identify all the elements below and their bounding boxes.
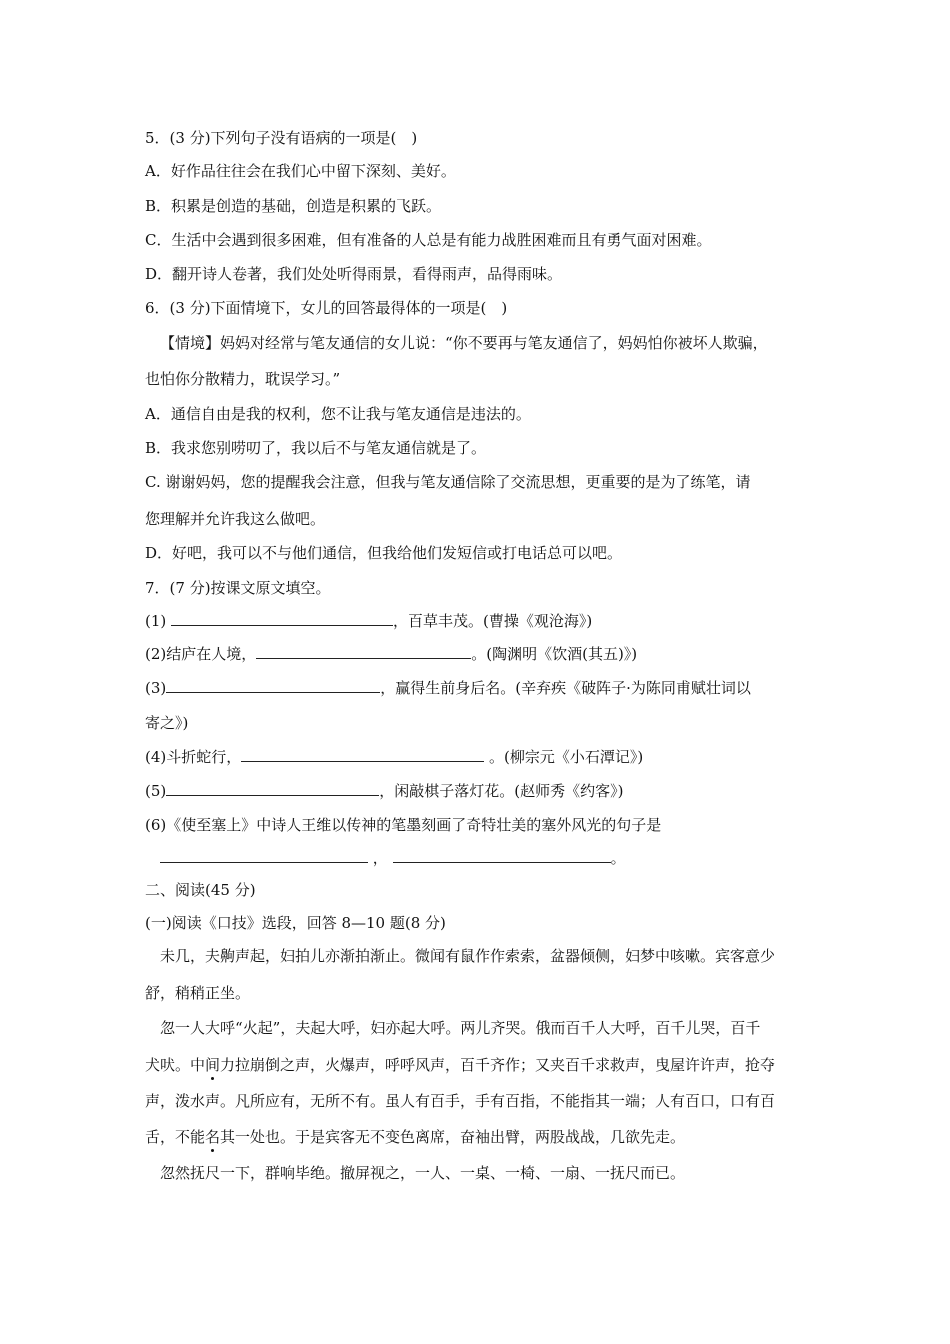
q7-item-1 <box>145 611 592 631</box>
q7-item-5-blank[interactable] <box>166 781 379 796</box>
q5-stem: 5．(3 分)下列句子没有语病的一项是( ) <box>145 129 418 147</box>
q7-item-3-label: (3) <box>145 679 167 697</box>
q7-item-6-end: 。 <box>610 849 626 867</box>
q6-context-line1: 【情境】妈妈对经常与笔友通信的女儿说：“你不要再与笔友通信了，妈妈怕你被坏人欺骗， <box>160 334 768 352</box>
passage-para2-line1: 忽一人大呼“火起”，夫起大呼，妇亦起大呼。两儿齐哭。俄而百千人大呼，百千儿哭，百千 <box>160 1019 761 1037</box>
q7-item-2-blank[interactable] <box>256 644 471 659</box>
q5-option-a: A．好作品往往会在我们心中留下深刻、美好。 <box>145 162 456 180</box>
passage-text: 舌，不能 <box>145 1128 206 1146</box>
q6-context-line2: 也怕你分散精力，耽误学习。” <box>145 370 341 388</box>
emphasis-dot-char: 间 <box>205 1056 221 1074</box>
q5-option-c: C．生活中会遇到很多困难，但有准备的人总是有能力战胜困难而且有勇气面对困难。 <box>145 231 712 249</box>
passage-para1-line2: 舒，稍稍正坐。 <box>145 984 251 1002</box>
passage-para2-line4 <box>145 1127 685 1147</box>
passage-text: 力拉崩倒之声，火爆声，呼呼风声，百千齐作；又夹百千求救声，曳屋许许声，抢夺 <box>220 1056 776 1074</box>
q7-item-6: (6)《使至塞上》中诗人王维以传神的笔墨刻画了奇特壮美的塞外风光的句子是 <box>145 816 662 834</box>
passage-text: 犬吠。中 <box>145 1056 206 1074</box>
q7-item-2-text: 。(陶渊明《饮酒(其五)》) <box>471 645 638 663</box>
q7-item-3-text: ，赢得生前身后名。(辛弃疾《破阵子·为陈同甫赋壮词以 <box>380 679 751 697</box>
q7-item-2-label: (2)结庐在人境， <box>145 645 257 663</box>
q6-option-c-line1: C. 谢谢妈妈，您的提醒我会注意，但我与笔友通信除了交流思想，更重要的是为了练笔，请 <box>145 473 751 491</box>
section2-sub1: (一)阅读《口技》选段，回答 8—10 题(8 分) <box>145 914 446 932</box>
q7-item-6-blank-1[interactable] <box>160 848 368 863</box>
q7-item-1-blank[interactable] <box>171 611 393 626</box>
q6-option-d: D．好吧，我可以不与他们通信，但我给他们发短信或打电话总可以吧。 <box>145 544 623 562</box>
q7-item-4-text: 。(柳宗元《小石潭记》) <box>489 748 644 766</box>
section2-title: 二、阅读(45 分) <box>145 881 256 899</box>
q7-item-3 <box>145 678 751 698</box>
q6-option-b: B．我求您别唠叨了，我以后不与笔友通信就是了。 <box>145 439 487 457</box>
q7-item-5 <box>145 781 623 801</box>
q7-item-1-label: (1) <box>145 612 167 630</box>
q5-option-d: D．翻开诗人卷著，我们处处听得雨景，看得雨声，品得雨味。 <box>145 265 563 283</box>
q7-item-4-blank[interactable] <box>241 747 484 762</box>
q7-item-5-label: (5) <box>145 782 167 800</box>
passage-para2-line2 <box>145 1055 775 1075</box>
q7-item-6-blanks <box>160 848 626 868</box>
q6-option-a: A．通信自由是我的权利，您不让我与笔友通信是违法的。 <box>145 405 531 423</box>
q7-item-6-blank-2[interactable] <box>393 848 611 863</box>
q6-option-c-line2: 您理解并允许我这么做吧。 <box>145 510 326 528</box>
q7-item-4 <box>145 747 643 767</box>
q7-item-6-separator: ， <box>372 849 388 867</box>
passage-para2-line3: 声，泼水声。凡所应有，无所不有。虽人有百手，手有百指，不能指其一端；人有百口，口有百 <box>145 1092 776 1110</box>
emphasis-dot-char: 名 <box>205 1128 221 1146</box>
passage-text: 其一处也。于是宾客无不变色离席，奋袖出臂，两股战战，几欲先走。 <box>220 1128 686 1146</box>
passage-para3: 忽然抚尺一下，群响毕绝。撤屏视之，一人、一桌、一椅、一扇、一抚尺而已。 <box>160 1164 686 1182</box>
q6-stem: 6．(3 分)下面情境下，女儿的回答最得体的一项是( ) <box>145 299 508 317</box>
q7-item-3-line2: 寄之》) <box>145 714 189 732</box>
passage-para1-line1: 未几，夫齁声起，妇拍儿亦渐拍渐止。微闻有鼠作作索索，盆器倾侧，妇梦中咳嗽。宾客意少 <box>160 947 776 965</box>
q7-item-5-text: ，闲敲棋子落灯花。(赵师秀《约客》) <box>379 782 624 800</box>
q5-option-b: B．积累是创造的基础，创造是积累的飞跃。 <box>145 197 442 215</box>
q7-item-3-blank[interactable] <box>166 678 380 693</box>
q7-item-1-text: ，百草丰茂。(曹操《观沧海》) <box>393 612 593 630</box>
q7-stem: 7．(7 分)按课文原文填空。 <box>145 579 331 597</box>
q7-item-4-label: (4)斗折蛇行， <box>145 748 242 766</box>
q7-item-2 <box>145 644 637 664</box>
